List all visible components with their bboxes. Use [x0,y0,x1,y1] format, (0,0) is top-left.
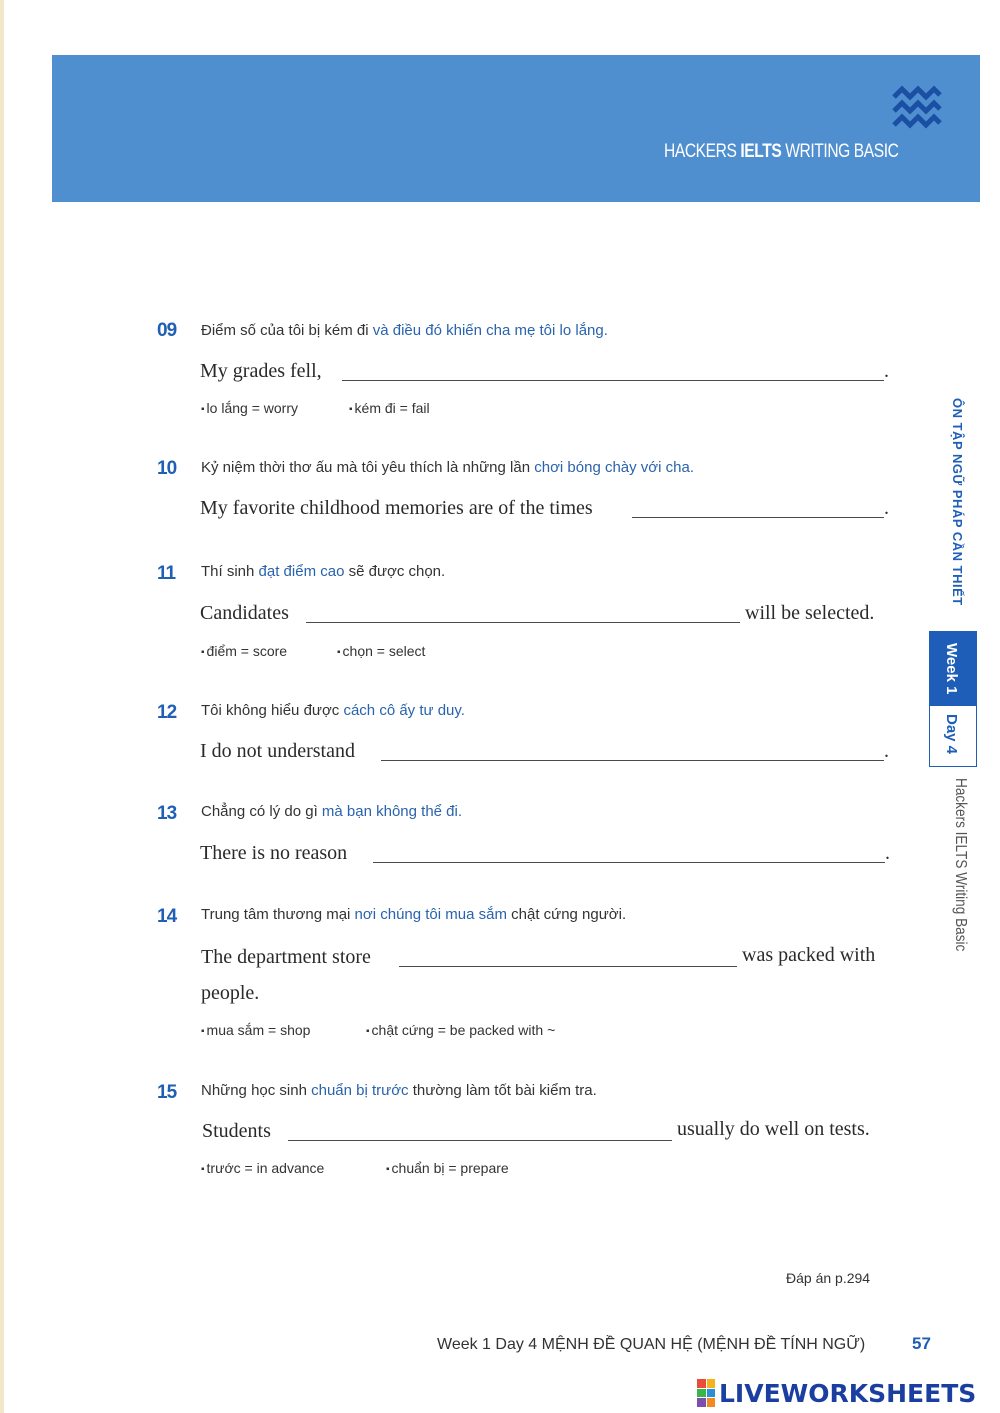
vietnamese-prompt: Những học sinh chuẩn bị trước thường làm tốt bài kiểm tra. [201,1082,597,1099]
english-sentence-start: My favorite childhood memories are of the times [200,497,593,519]
prompt-highlight: nơi chúng tôi mua sắm [354,906,507,923]
answer-input-15[interactable] [288,1124,672,1141]
answer-input-09[interactable] [342,364,884,381]
vietnamese-prompt: Tôi không hiểu được cách cô ấy tư duy. [201,702,465,719]
english-sentence-end: will be selected. [745,602,875,624]
english-sentence-start: The department store [201,946,371,968]
vietnamese-prompt: Thí sinh đạt điểm cao sẽ được chọn. [201,563,446,580]
vietnamese-prompt: Điểm số của tôi bị kém đi và điều đó khiến cha mẹ tôi lo lắng. [201,322,608,339]
answer-reference: Đáp án p.294 [786,1270,871,1286]
exercise-number: 09 [157,320,177,341]
english-sentence-end: . [884,740,889,762]
hint: ▪ trước = in advance [201,1160,325,1176]
hint: ▪ chật cứng = be packed with ~ [366,1022,556,1038]
brand-title: HACKERS IELTS WRITING BASIC [664,141,899,162]
prompt-highlight: và điều đó khiến cha mẹ tôi lo lắng. [372,322,608,339]
prompt-highlight: chơi bóng chày với cha. [534,459,694,476]
header-banner [52,55,980,202]
answer-input-10[interactable] [632,501,884,518]
week-tab-label: Week 1 [943,643,960,695]
liveworksheets-logo-icon [697,1379,715,1407]
prompt-highlight: chuẩn bị trước [311,1082,409,1099]
exercise-number: 10 [157,458,177,479]
vietnamese-prompt: Kỷ niệm thời thơ ấu mà tôi yêu thích là những lần chơi bóng chày với cha. [201,459,694,476]
hint: ▪ chuẩn bị = prepare [386,1160,509,1176]
exercise-number: 14 [157,906,177,927]
english-sentence-line2: people. [201,982,260,1004]
answer-input-14[interactable] [399,950,737,967]
answer-input-11[interactable] [306,606,740,623]
hint: ▪ điểm = score [201,643,288,659]
week-tab [929,631,977,705]
answer-input-13[interactable] [373,846,885,863]
hint: ▪ mua sắm = shop [201,1022,311,1038]
exercise-number: 12 [157,702,177,723]
english-sentence-end: . [884,360,889,382]
waves-logo-icon [892,85,942,131]
english-sentence-start: I do not understand [200,740,355,762]
footer-chapter: Week 1 Day 4 MỆNH ĐỀ QUAN HỆ (MỆNH ĐỀ TÍNH NGỮ) [437,1336,866,1353]
vietnamese-prompt: Chẳng có lý do gì mà bạn không thể đi. [201,803,463,820]
side-book-title: Hackers IELTS Writing Basic [952,778,969,952]
english-sentence-start: There is no reason [200,842,348,864]
english-sentence-start: Students [202,1120,271,1142]
day-tab-label: Day 4 [943,714,960,755]
exercise-number: 15 [157,1082,177,1103]
english-sentence-end: was packed with [742,944,876,966]
liveworksheets-watermark [697,1377,976,1409]
watermark-text: LIVEWORKSHEETS [719,1378,977,1408]
answer-input-12[interactable] [381,744,884,761]
english-sentence-end: usually do well on tests. [677,1118,870,1140]
english-sentence-end: . [885,842,890,864]
vietnamese-prompt: Trung tâm thương mại nơi chúng tôi mua sắm chật cứng người. [201,906,627,923]
exercise-number: 13 [157,803,177,824]
hint: ▪ chọn = select [337,643,426,659]
prompt-highlight: cách cô ấy tư duy. [343,702,465,719]
hint: ▪ lo lắng = worry [201,400,298,416]
page-edge [0,0,4,1413]
prompt-highlight: mà bạn không thể đi. [321,803,463,820]
side-topic-label: ÔN TẬP NGỮ PHÁP CẦN THIẾT [950,398,965,606]
prompt-highlight: đạt điểm cao [258,563,345,580]
page-number: 57 [912,1334,931,1353]
day-tab [929,705,977,767]
english-sentence-start: Candidates [200,602,289,624]
english-sentence-start: My grades fell, [200,360,322,382]
hint: ▪ kém đi = fail [349,400,430,416]
english-sentence-end: . [884,497,889,519]
exercise-number: 11 [157,563,176,584]
